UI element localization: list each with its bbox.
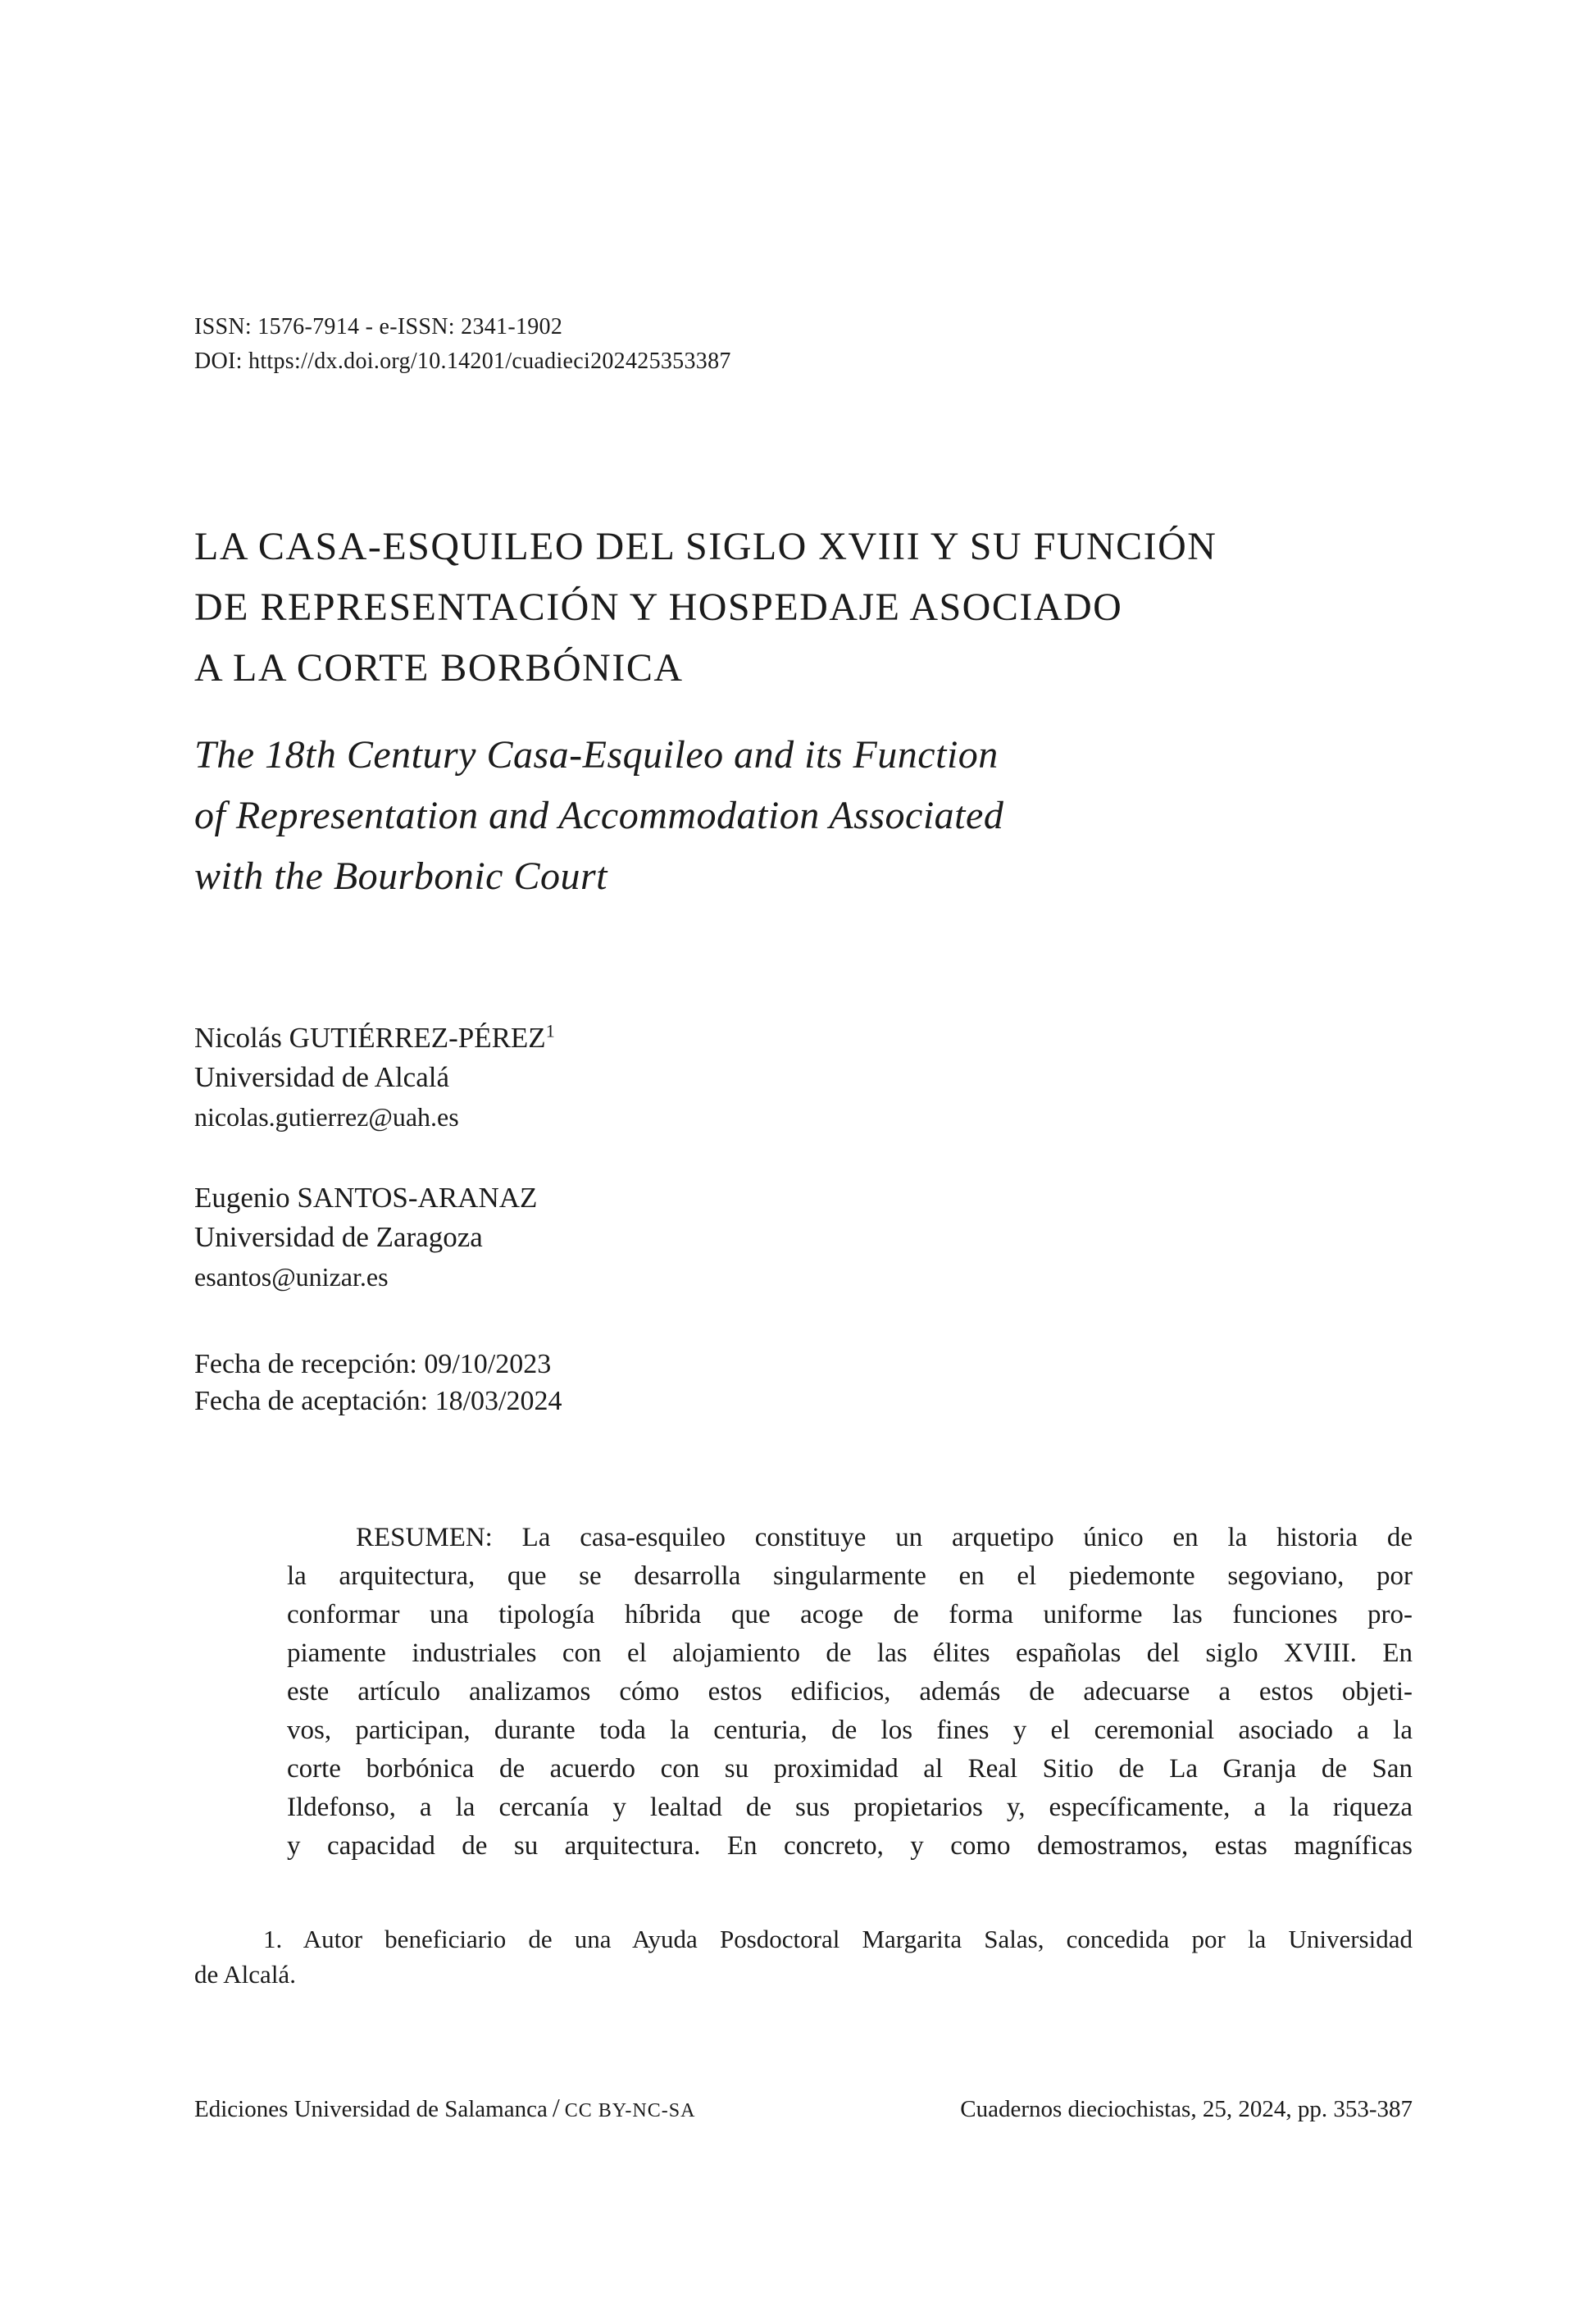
doi-line[interactable]: DOI: https://dx.doi.org/10.14201/cuadieci202425353387 xyxy=(194,349,731,374)
title-line: of Representation and Accommodation Associated xyxy=(194,794,1004,837)
abstract-line: Ildefonso, a la cercanía y lealtad de sus propietarios y, específicamente, a la riqueza xyxy=(287,1793,1413,1822)
reception-date: Fecha de recepción: 09/10/2023 xyxy=(194,1349,552,1379)
author-email[interactable]: esantos@unizar.es xyxy=(194,1262,389,1292)
journal-reference: Cuadernos dieciochistas, 25, 2024, pp. 353-387 xyxy=(960,2096,1413,2122)
footnote-line: 1. Autor beneficiario de una Ayuda Posdoctoral Margarita Salas, concedida por la Universidad xyxy=(263,1925,1413,1953)
abstract-line: corte borbónica de acuerdo con su proximidad al Real Sitio de La Granja de San xyxy=(287,1754,1413,1784)
author-block xyxy=(194,1178,1413,1296)
author-name: Nicolás GUTIÉRREZ-PÉREZ$^1$ xyxy=(194,1020,555,1054)
footer-separator: / xyxy=(552,2093,560,2122)
publication-meta xyxy=(194,310,1413,379)
abstract-line: piamente industriales con el alojamiento de las élites españolas del siglo XVIII. En xyxy=(287,1638,1413,1668)
acceptance-date: Fecha de aceptación: 18/03/2024 xyxy=(194,1386,562,1416)
title-line: The 18th Century Casa-Esquileo and its Function xyxy=(194,733,999,777)
author-name: Eugenio SANTOS-ARANAZ xyxy=(194,1182,538,1214)
publisher-credit: Ediciones Universidad de Salamanca / CC BY-NC-SA xyxy=(194,2093,696,2122)
abstract-line: la arquitectura, que se desarrolla singularmente en el piedemonte segoviano, por xyxy=(287,1561,1413,1591)
abstract-line: este artículo analizamos cómo estos edificios, además de adecuarse a estos objeti- xyxy=(287,1677,1413,1707)
issn-line: ISSN: 1576-7914 - e-ISSN: 2341-1902 xyxy=(194,314,563,339)
footnote-line: de Alcalá. xyxy=(194,1960,296,1989)
title-line: LA CASA-ESQUILEO DEL SIGLO XVIII Y SU FUNCIÓN xyxy=(194,525,1217,568)
author-affiliation: Universidad de Alcalá xyxy=(194,1061,450,1093)
abstract-line: y capacidad de su arquitectura. En concreto, y como demostramos, estas magníficas xyxy=(287,1831,1413,1861)
abstract-line: conformar una tipología híbrida que acoge de forma uniforme las funciones pro- xyxy=(287,1600,1413,1629)
license-badge: CC BY-NC-SA xyxy=(564,2100,696,2121)
author-affiliation: Universidad de Zaragoza xyxy=(194,1221,483,1253)
title-line: DE REPRESENTACIÓN Y HOSPEDAJE ASOCIADO xyxy=(194,586,1123,629)
author-block xyxy=(194,1018,1413,1137)
article-title-en xyxy=(194,725,1413,907)
footnote xyxy=(194,1921,1413,1992)
title-line: A LA CORTE BORBÓNICA xyxy=(194,646,684,690)
author-email[interactable]: nicolas.gutierrez@uah.es xyxy=(194,1102,459,1132)
abstract-line: vos, participan, durante toda la centuria, de los fines y el ceremonial asociado a la xyxy=(287,1716,1413,1745)
submission-dates xyxy=(194,1346,1413,1419)
title-line: with the Bourbonic Court xyxy=(194,854,607,898)
article-title-es xyxy=(194,517,1413,699)
footnote-reference-superscript: 1 xyxy=(545,1020,555,1041)
abstract-line: RESUMEN: La casa-esquileo constituye un arquetipo único en la historia de xyxy=(356,1523,1413,1552)
abstract xyxy=(287,1519,1413,1866)
page-footer xyxy=(194,2093,1413,2123)
